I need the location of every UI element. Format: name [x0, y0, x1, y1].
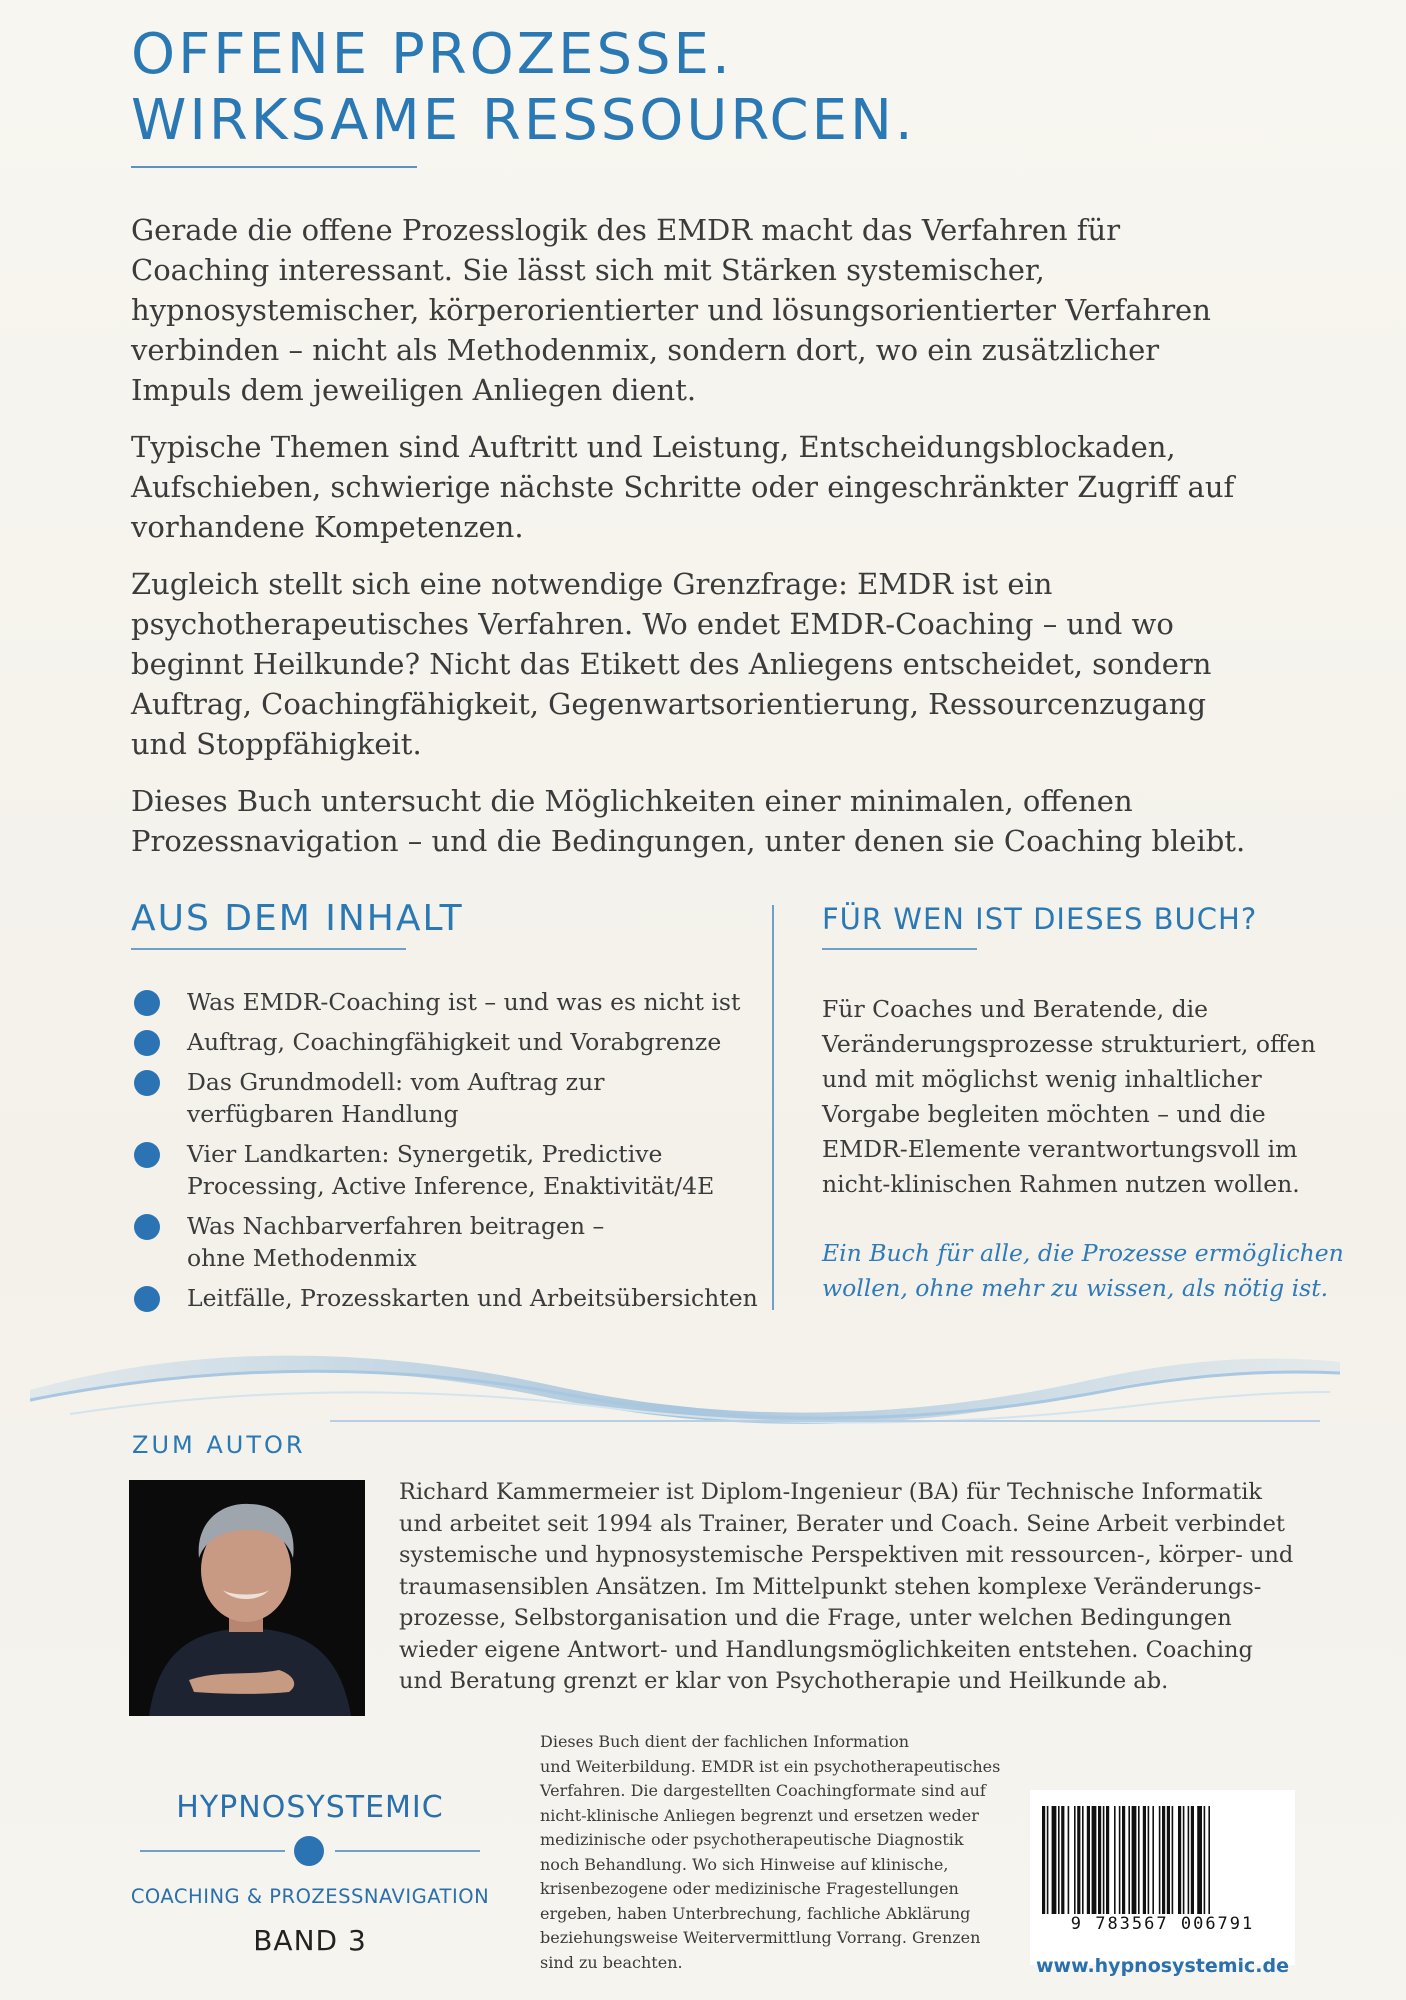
list-item-text: Das Grundmodell: vom Auftrag zur verfügbaren Handlung	[187, 1068, 605, 1128]
text-line: ergeben, haben Unterbrechung, fachliche Abklärung	[540, 1903, 971, 1923]
circle-icon	[294, 1836, 324, 1866]
list-item-text: Was Nachbarverfahren beitragen – ohne Methodenmix	[187, 1212, 605, 1272]
intro-paragraph	[131, 564, 1321, 764]
bullet-dot-icon	[134, 1214, 160, 1240]
list-item-text: Was EMDR-Coaching ist – und was es nicht ist	[187, 988, 741, 1016]
text-line: nicht-klinische Anliegen begrenzt und ersetzen weder	[540, 1805, 979, 1825]
author-title: ZUM AUTOR	[132, 1431, 306, 1459]
text-line: Gerade die offene Prozesslogik des EMDR macht das Verfahren für	[131, 213, 1121, 247]
headline-rule	[131, 166, 417, 168]
text-line: noch Behandlung. Wo sich Hinweise auf klinische,	[540, 1854, 949, 1874]
audience-title: FÜR WEN IST DIESES BUCH?	[822, 902, 1258, 936]
text-line: Typische Themen sind Auftritt und Leistung, Entscheidungsblockaden,	[131, 430, 1176, 464]
text-line: und arbeitet seit 1994 als Trainer, Berater und Coach. Seine Arbeit verbindet	[399, 1510, 1285, 1537]
text-line: Dieses Buch dient der fachlichen Information	[540, 1732, 910, 1751]
isbn-number: 9 783567 006791	[1070, 1914, 1255, 1934]
text-line: Aufschieben, schwierige nächste Schritte oder eingeschränkter Zugriff auf	[131, 470, 1235, 504]
author-portrait	[129, 1480, 365, 1716]
contents-section	[131, 896, 771, 1322]
list-item-text: Vier Landkarten: Synergetik, Predictive Processing, Active Inference, Enaktivität/4E	[187, 1140, 715, 1200]
text-line: Für Coaches und Beratende, die	[822, 995, 1209, 1023]
contents-title-rule	[131, 948, 406, 950]
text-line: Vorgabe begleiten möchten – und die	[822, 1100, 1266, 1128]
audience-text	[822, 992, 1316, 1202]
series-band: BAND 3	[253, 1924, 367, 1957]
bullet-dot-icon	[134, 1286, 160, 1312]
text-line: verbinden – nicht als Methodenmix, sondern dort, wo ein zusätzlicher	[131, 333, 1160, 367]
text-line: Auftrag, Coachingfähigkeit, Gegenwartsorientierung, Ressourcenzugang	[131, 687, 1207, 721]
text-line: wieder eigene Antwort- und Handlungsmöglichkeiten entstehen. Coaching	[399, 1636, 1253, 1663]
disclaimer	[540, 1730, 1010, 1975]
isbn-barcode	[1030, 1790, 1295, 1965]
text-line: wollen, ohne mehr zu wissen, als nötig ist.	[822, 1274, 1329, 1302]
headline-line-2: WIRKSAME RESSOURCEN.	[131, 88, 916, 153]
audience-title-rule	[822, 948, 977, 950]
text-line: beziehungsweise Weitervermittlung Vorrang. Grenzen	[540, 1928, 981, 1947]
audience-section	[822, 896, 1344, 1306]
text-line: Verfahren. Die dargestellten Coachingformate sind auf	[540, 1781, 986, 1800]
contents-list	[131, 986, 771, 1314]
list-item	[131, 1138, 771, 1202]
series-rule	[335, 1850, 480, 1852]
text-line: und mit möglichst wenig inhaltlicher	[822, 1065, 1262, 1093]
text-line: Richard Kammermeier ist Diplom-Ingenieur (BA) für Technische Informatik	[399, 1479, 1263, 1505]
series-name: HYPNOSYSTEMIC	[176, 1790, 444, 1825]
text-line: und Weiterbildung. EMDR ist ein psychotherapeutisches	[540, 1756, 1001, 1776]
text-line: systemische und hypnosystemische Perspektiven mit ressourcen-, körper- und	[399, 1542, 1294, 1568]
text-line: Ein Buch für alle, die Prozesse ermöglichen	[822, 1239, 1344, 1267]
text-line: Zugleich stellt sich eine notwendige Grenzfrage: EMDR ist ein	[131, 567, 1053, 601]
person-portrait-icon	[129, 1480, 365, 1716]
text-line: Prozessnavigation – und die Bedingungen, unter denen sie Coaching bleibt.	[131, 824, 1246, 858]
list-item	[131, 1282, 771, 1314]
headline	[131, 22, 916, 154]
text-line: Veränderungsprozesse strukturiert, offen	[822, 1030, 1316, 1058]
text-line: und Stoppfähigkeit.	[131, 727, 422, 761]
contents-title: AUS DEM INHALT	[131, 898, 464, 939]
series-ornament	[110, 1831, 510, 1871]
list-item	[131, 1066, 771, 1130]
text-line: psychotherapeutisches Verfahren. Wo endet EMDR-Coaching – und wo	[131, 607, 1174, 641]
bullet-dot-icon	[134, 1070, 160, 1096]
text-line: krisenbezogene oder medizinische Fragestellungen	[540, 1879, 959, 1898]
text-line: nicht-klinischen Rahmen nutzen wollen.	[822, 1170, 1300, 1198]
series-logo	[110, 1790, 510, 1957]
text-line: traumasensiblen Ansätzen. Im Mittelpunkt stehen komplexe Veränderungs-	[399, 1573, 1262, 1600]
text-line: prozesse, Selbstorganisation und die Frage, unter welchen Bedingungen	[399, 1605, 1232, 1631]
bullet-dot-icon	[134, 990, 160, 1016]
intro-paragraph	[131, 427, 1321, 547]
column-divider	[772, 905, 774, 1310]
intro-paragraph	[131, 210, 1321, 410]
headline-line-1: OFFENE PROZESSE.	[131, 22, 733, 87]
list-item	[131, 1026, 771, 1058]
text-line: Impuls dem jeweiligen Anliegen dient.	[131, 373, 697, 407]
audience-quote	[822, 1236, 1344, 1306]
text-line: Dieses Buch untersucht die Möglichkeiten einer minimalen, offenen	[131, 784, 1133, 818]
list-item	[131, 986, 771, 1018]
text-line: sind zu beachten.	[540, 1952, 683, 1972]
text-line: und Beratung grenzt er klar von Psychotherapie und Heilkunde ab.	[399, 1668, 1169, 1694]
series-rule	[140, 1850, 285, 1852]
bullet-dot-icon	[134, 1030, 160, 1056]
wave-ornament	[30, 1340, 1340, 1430]
text-line: Coaching interessant. Sie lässt sich mit Stärken systemischer,	[131, 253, 1045, 287]
text-line: beginnt Heilkunde? Nicht das Etikett des Anliegens entscheidet, sondern	[131, 647, 1212, 681]
text-line: hypnosystemischer, körperorientierter und lösungsorientierter Verfahren	[131, 293, 1211, 327]
author-bio	[399, 1477, 1299, 1698]
website-link[interactable]: www.hypnosystemic.de	[1036, 1955, 1290, 1977]
intro-paragraph	[131, 781, 1321, 861]
list-item-text: Leitfälle, Prozesskarten und Arbeitsübersichten	[187, 1284, 758, 1312]
list-item-text: Auftrag, Coachingfähigkeit und Vorabgrenze	[187, 1028, 722, 1056]
text-line: medizinische oder psychotherapeutische Diagnostik	[540, 1830, 964, 1849]
intro-text	[131, 210, 1321, 878]
list-item	[131, 1210, 771, 1274]
text-line: EMDR-Elemente verantwortungsvoll im	[822, 1135, 1298, 1163]
text-line: vorhandene Kompetenzen.	[131, 510, 524, 544]
barcode-icon	[1042, 1806, 1282, 1914]
series-subtitle: COACHING & PROZESSNAVIGATION	[130, 1885, 490, 1908]
bullet-dot-icon	[134, 1142, 160, 1168]
